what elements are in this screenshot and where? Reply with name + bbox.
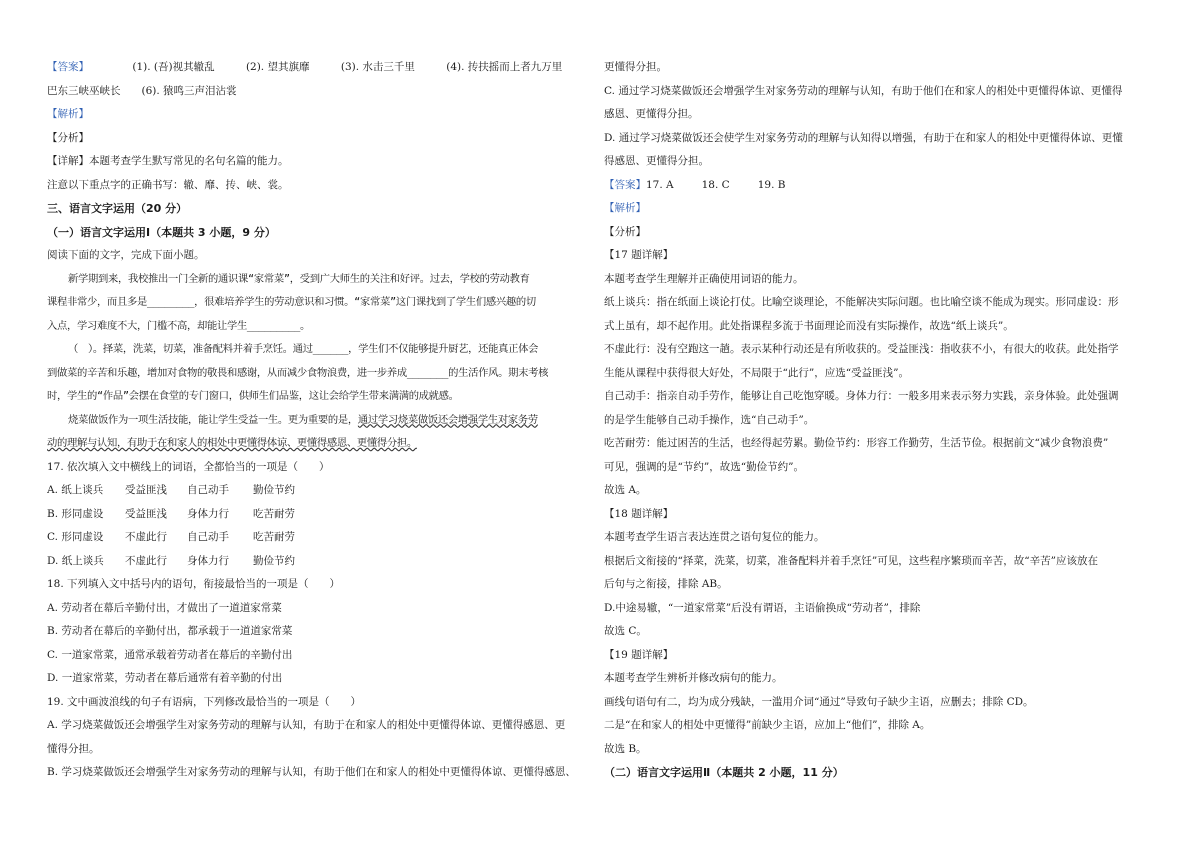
detail-17-line: 自己动手：指亲自动手劳作，能够让自己吃饱穿暖。身体力行：一般多用来表示努力实践，亲身体验。此处强调 xyxy=(604,390,1119,402)
q19-option-d-cont: 得感恩、更懂得分担。 xyxy=(604,155,709,167)
passage-line xyxy=(47,409,577,433)
section-heading: 三、语言文字运用（20 分） xyxy=(47,202,188,215)
detail-heading-19: 【19 题详解】 xyxy=(604,648,674,661)
detail-17-line: 纸上谈兵：指在纸面上谈论打仗。比喻空谈理论，不能解决实际问题。也比喻空谈不能成为现实。形同虚设：形 xyxy=(604,296,1119,308)
q17-option: B. 形同虚设 受益匪浅 身体力行 吃苦耐劳 xyxy=(47,507,295,520)
detail-18-line: 后句与之衔接，排除 AB。 xyxy=(604,578,728,590)
q17-option: C. 形同虚设 不虚此行 自己动手 吃苦耐劳 xyxy=(47,531,295,543)
detail-19-line: 画线句语句有二，均为成分残缺，一滥用介词“通过”导致句子缺少主语，应删去；排除 CD。 xyxy=(604,695,1034,708)
q19-option-d: D. 通过学习烧菜做饭还会使学生对家务劳动的理解与认知得以增强，有助于在和家人的相处中更懂得体谅、更懂 xyxy=(604,131,1123,144)
answer-line xyxy=(47,56,577,80)
answer-line-2: 巴东三峡巫峡长 (6). 猿鸣三声泪沾裳 xyxy=(47,84,237,97)
subsection-heading: （一）语言文字运用Ⅰ（本题共 3 小题，9 分） xyxy=(47,225,276,239)
answer-item: (4). 抟扶摇而上者九万里 xyxy=(446,61,563,73)
wavy-underlined-sentence: 动的理解与认知，有助于在和家人的相处中更懂得体谅、更懂得感恩、更懂得分担。 xyxy=(47,437,417,449)
detail-17-line: 式上虽有，却不起作用。此处指课程多流于书面理论而没有实际操作，故选“纸上谈兵”。 xyxy=(604,319,1014,332)
answer-item: (3). 水击三千里 xyxy=(340,61,415,73)
q17-option: D. 纸上谈兵 不虚此行 身体力行 勤俭节约 xyxy=(47,554,295,567)
passage-line: 新学期到来，我校推出一门全新的通识课“家常菜”，受到广大师生的关注和好评。过去，学校的劳动教育 xyxy=(68,272,530,285)
q19-option-c: C. 通过学习烧菜做饭还会增强学生对家务劳动的理解与认知，有助于他们在和家人的相处中更懂得体谅、更懂得 xyxy=(604,84,1123,97)
answer-item: (1). (吾)视其辙乱 xyxy=(132,61,215,73)
right-column xyxy=(604,56,1136,785)
answer-item: 18. C xyxy=(701,178,730,191)
detail-19-line: 故选 B。 xyxy=(604,742,647,755)
left-column xyxy=(47,56,577,785)
analysis-heading: 【分析】 xyxy=(604,225,646,238)
detail-17-line: 本题考查学生理解并正确使用词语的能力。 xyxy=(604,272,804,285)
detail-text: 【详解】本题考查学生默写常见的名句名篇的能力。 xyxy=(47,155,289,167)
detail-17-line: 吃苦耐劳：能过困苦的生活，也经得起劳累。勤俭节约：形容工作勤劳，生活节俭。根据前文“减少食物浪费” xyxy=(604,437,1109,449)
detail-19-line: 二是“在和家人的相处中更懂得”前缺少主语，应加上“他们”，排除 A。 xyxy=(604,719,931,731)
detail-18-line: 故选 C。 xyxy=(604,625,647,637)
analysis-tag: 【解析】 xyxy=(47,108,89,120)
wavy-underlined-sentence: 通过学习烧菜做饭还会增强学生对家务劳 xyxy=(357,413,538,426)
q18-option: D. 一道家常菜，劳动者在幕后通常有着辛勤的付出 xyxy=(47,672,283,684)
q17-option: A. 纸上谈兵 受益匪浅 自己动手 勤俭节约 xyxy=(47,484,295,496)
detail-17-line: 可见，强调的是“节约”，故选“勤俭节约”。 xyxy=(604,460,804,473)
passage-line: 课程非常少，而且多是________，很难培养学生的劳动意识和习惯。“家常菜”这门课找到了学生们感兴趣的切 xyxy=(47,296,536,308)
analysis-heading: 【分析】 xyxy=(47,131,89,144)
detail-18-line: D.中途易辙，“一道家常菜”后没有谓语，主语偷换成“劳动者”，排除 xyxy=(604,601,921,614)
q19-option-b: B. 学习烧菜做饭还会增强学生对家务劳动的理解与认知，有助于他们在和家人的相处中更懂得体谅、更懂得感恩、 xyxy=(47,766,576,778)
question-18: 18. 下列填入文中括号内的语句，衔接最恰当的一项是（ ） xyxy=(47,578,341,590)
detail-17-line: 生能从课程中获得很大好处，不局限于“此行”，应选“受益匪浅”。 xyxy=(604,366,909,379)
detail-heading-18: 【18 题详解】 xyxy=(604,507,674,520)
detail-17-line: 故选 A。 xyxy=(604,484,647,496)
answer-item: 17. A xyxy=(646,178,674,191)
answer-tag: 【答案】 xyxy=(47,61,89,73)
q18-option: B. 劳动者在幕后的辛勤付出，都承载于一道道家常菜 xyxy=(47,625,293,637)
q18-option: C. 一道家常菜，通常承载着劳动者在幕后的辛勤付出 xyxy=(47,648,293,661)
q19-option-a-cont: 懂得分担。 xyxy=(47,742,100,755)
detail-heading-17: 【17 题详解】 xyxy=(604,249,674,261)
q19-option-b-cont: 更懂得分担。 xyxy=(604,61,667,73)
passage-text: 烧菜做饭作为一项生活技能，能让学生受益一生。更为重要的是， xyxy=(68,413,358,426)
passage-line: 到做菜的辛苦和乐趣，增加对食物的敬畏和感谢，从而减少食物浪费，进一步养成_______的生活作风。期末考核 xyxy=(47,366,549,379)
answer-line xyxy=(604,174,1136,198)
subsection-heading: （二）语言文字运用Ⅱ（本题共 2 小题，11 分） xyxy=(604,766,844,779)
note-text: 注意以下重点字的正确书写：辙、靡、抟、峡、裳。 xyxy=(47,178,289,191)
passage-line xyxy=(47,432,577,456)
question-19: 19. 文中画波浪线的句子有语病，下列修改最恰当的一项是（ ） xyxy=(47,695,362,708)
passage-line: 时，学生的“作品”会摆在食堂的专门窗口，供师生们品鉴，这让会给学生带来满满的成就感。 xyxy=(47,390,459,402)
q18-option: A. 劳动者在幕后辛勤付出，才做出了一道道家常菜 xyxy=(47,601,282,614)
analysis-tag: 【解析】 xyxy=(604,202,646,214)
answer-tag: 【答案】 xyxy=(604,178,646,191)
detail-17-line: 不虚此行：没有空跑这一趟。表示某种行动还是有所收获的。受益匪浅：指收获不小，有很大的收获。此处指学 xyxy=(604,343,1119,355)
detail-18-line: 根据后文衔接的“择菜，洗菜，切菜，准备配料并着手烹饪”可见，这些程序繁琐而辛苦，故“辛苦”应该放在 xyxy=(604,554,1098,567)
detail-17-line: 的是学生能够自己动手操作，选“自己动手”。 xyxy=(604,413,815,426)
passage-line: 入点，学习难度不大，门槛不高，却能让学生_________。 xyxy=(47,319,311,332)
instruction-text: 阅读下面的文字，完成下面小题。 xyxy=(47,249,205,261)
q19-option-a: A. 学习烧菜做饭还会增强学生对家务劳动的理解与认知，有助于在和家人的相处中更懂得体谅、更懂得感恩、更 xyxy=(47,719,566,731)
answer-item: 19. B xyxy=(757,178,786,191)
detail-19-line: 本题考查学生辨析并修改病句的能力。 xyxy=(604,672,783,684)
question-17: 17. 依次填入文中横线上的词语，全都恰当的一项是（ ） xyxy=(47,460,330,473)
answer-item: (2). 望其旗靡 xyxy=(245,61,310,73)
q19-option-c-cont: 感恩、更懂得分担。 xyxy=(604,108,699,120)
detail-18-line: 本题考查学生语言表达连贯之语句复位的能力。 xyxy=(604,531,825,543)
passage-line: （ ）。择菜，洗菜，切菜，准备配料并着手烹饪。通过______，学生们不仅能够提升厨艺，还能真正体会 xyxy=(68,343,539,355)
